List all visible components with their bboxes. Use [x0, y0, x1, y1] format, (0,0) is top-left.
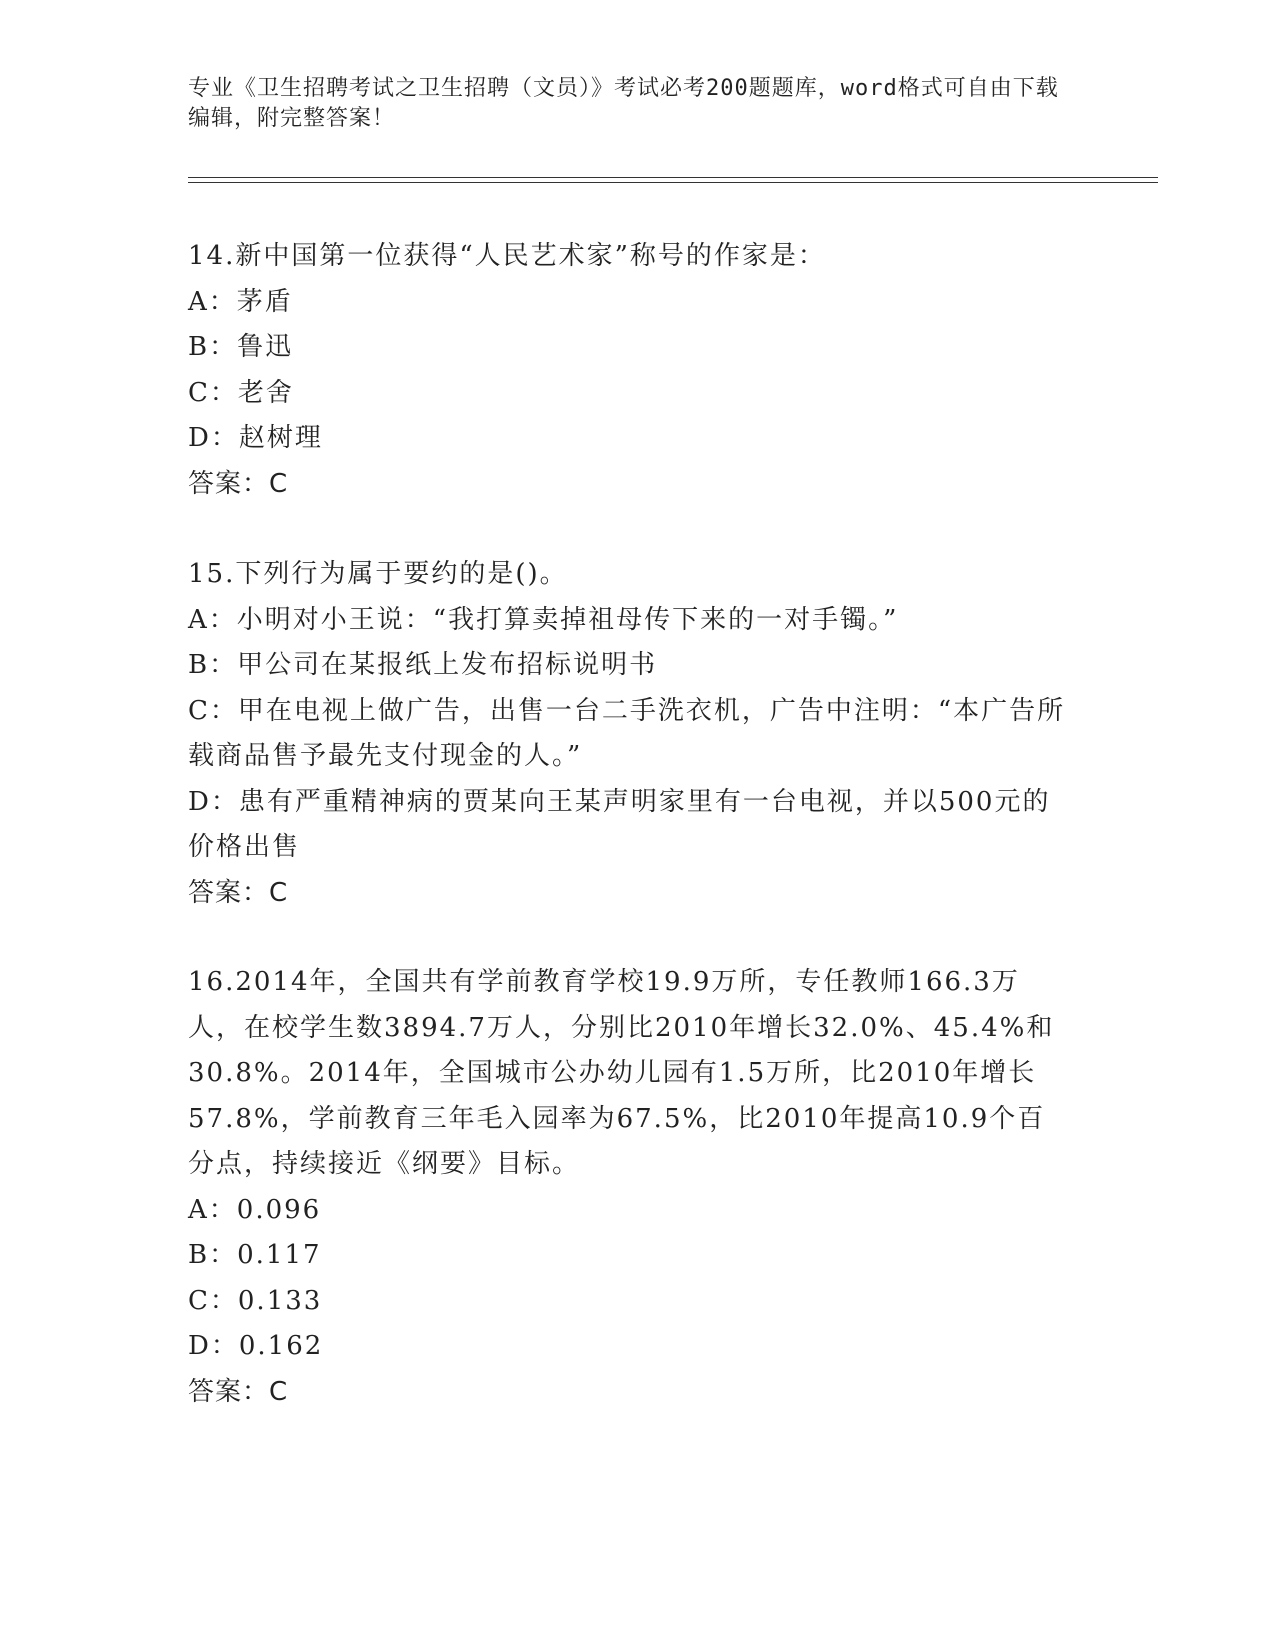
- header-divider-bottom: [188, 182, 1158, 183]
- question-16: [188, 960, 1088, 1415]
- option-c: C：甲在电视上做广告，出售一台二手洗衣机，广告中注明：“本广告所载商品售予最先支付现金的人。”: [188, 695, 1066, 771]
- option-b: B：甲公司在某报纸上发布招标说明书: [188, 650, 658, 680]
- option-b: B：鲁迅: [188, 332, 294, 362]
- question-15: [188, 552, 1088, 916]
- option-d: D：赵树理: [188, 423, 323, 453]
- option-d: D：患有严重精神病的贾某向王某声明家里有一台电视，并以500元的价格出售: [188, 786, 1051, 862]
- question-stem: 15.下列行为属于要约的是()。: [188, 559, 568, 589]
- header-divider-top: [188, 177, 1158, 178]
- question-stem: 16.2014年，全国共有学前教育学校19.9万所，专任教师166.3万人，在校学生数3894.7万人，分别比2010年增长32.0%、45.4%和30.8%。2014年，全国城市公办幼儿园有1.5万所，比2010年增长57.8%，学前教育三年毛入园率为67.5%，比2010年提高10.9个百分点，持续接近《纲要》目标。: [188, 967, 1055, 1179]
- question-stem: 14.新中国第一位获得“人民艺术家”称号的作家是：: [188, 241, 826, 271]
- question-14: [188, 234, 1088, 507]
- option-a: A：0.096: [188, 1194, 322, 1225]
- option-a: A：小明对小王说：“我打算卖掉祖母传下来的一对手镯。”: [188, 604, 899, 635]
- answer-line: 答案：C: [188, 1376, 289, 1407]
- option-c: C：老舍: [188, 377, 294, 408]
- option-c: C：0.133: [188, 1285, 323, 1316]
- option-d: D：0.162: [188, 1331, 324, 1361]
- answer-line: 答案：C: [188, 877, 289, 908]
- document-header: 专业《卫生招聘考试之卫生招聘（文员）》考试必考200题题库，word格式可自由下载编辑，附完整答案！: [188, 76, 1059, 131]
- answer-line: 答案：C: [188, 468, 289, 499]
- option-a: A：茅盾: [188, 286, 293, 317]
- option-b: B：0.117: [188, 1240, 322, 1270]
